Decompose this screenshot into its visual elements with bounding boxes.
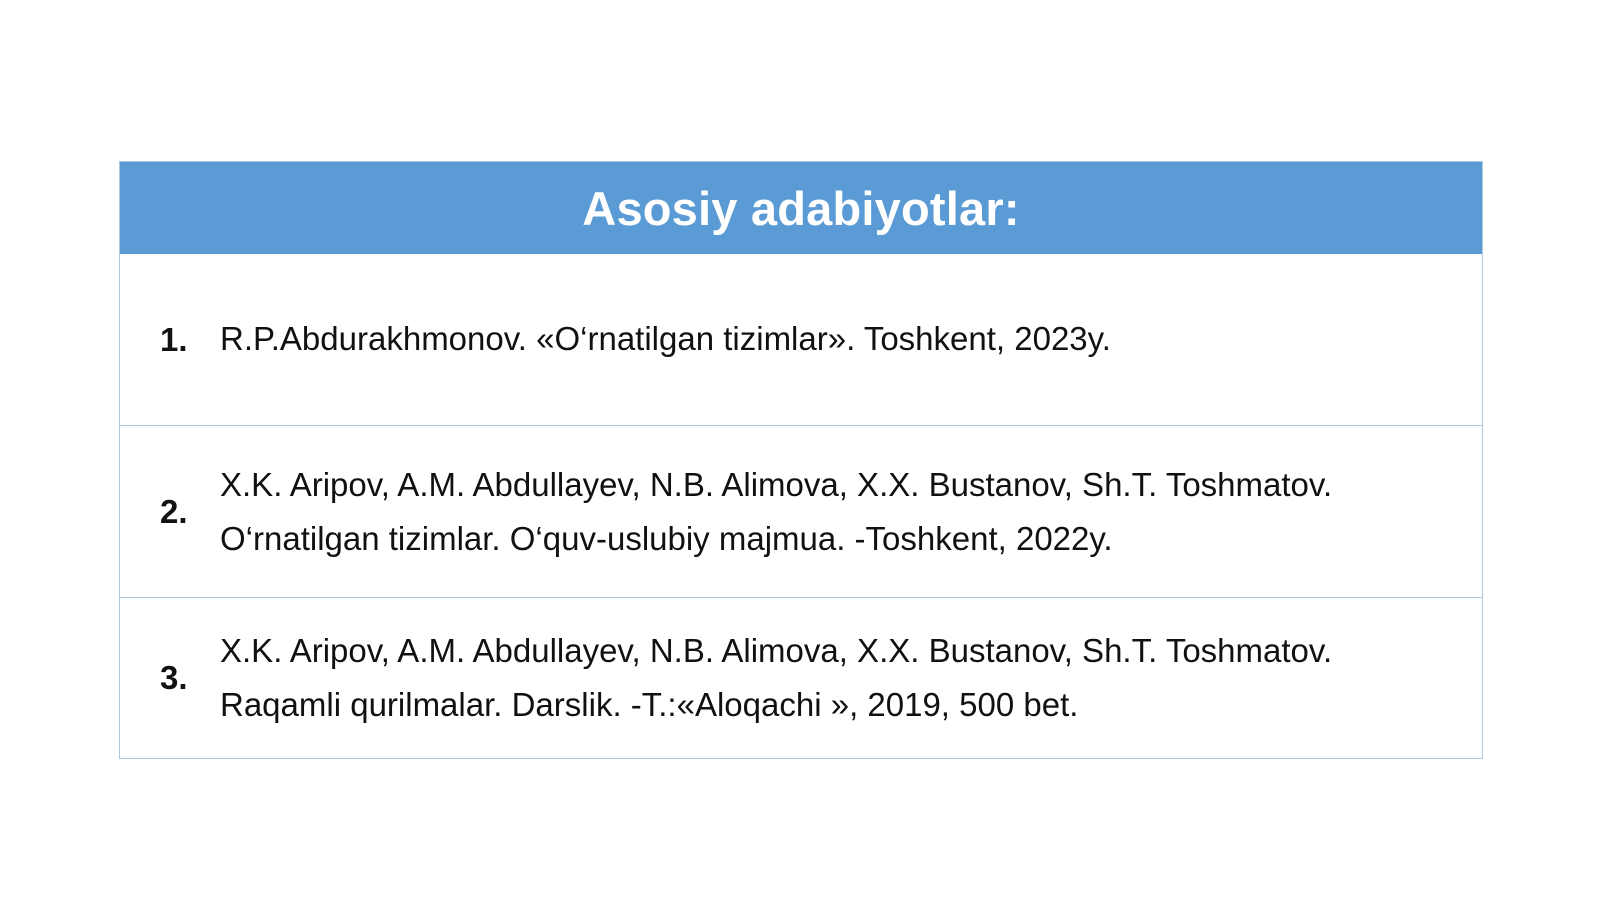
reference-number-2: 2.: [160, 492, 188, 530]
reference-text-1: R.P.Abdurakhmonov. «O‘rnatilgan tizimlar». Toshkent, 2023y.: [220, 319, 1111, 357]
reference-number-3: 3.: [160, 659, 188, 696]
reference-row-3: [120, 597, 1482, 758]
references-table: [119, 161, 1483, 759]
reference-text-3: X.K. Aripov, A.M. Abdullayev, N.B. Alimova, X.X. Bustanov, Sh.T. Toshmatov. Raqamli qurilmalar. Darslik. -T.:«Aloqachi », 2019, 500 bet.: [220, 632, 1333, 723]
reference-row-1: [120, 254, 1482, 425]
reference-text-2: X.K. Aripov, A.M. Abdullayev, N.B. Alimova, X.X. Bustanov, Sh.T. Toshmatov. O‘rnatilgan tizimlar. O‘quv-uslubiy majmua. -Toshkent, 2022y.: [220, 465, 1333, 557]
references-title: Asosiy adabiyotlar:: [582, 181, 1020, 235]
references-header: [120, 162, 1482, 254]
reference-row-2: [120, 425, 1482, 597]
reference-number-1: 1.: [160, 320, 188, 358]
